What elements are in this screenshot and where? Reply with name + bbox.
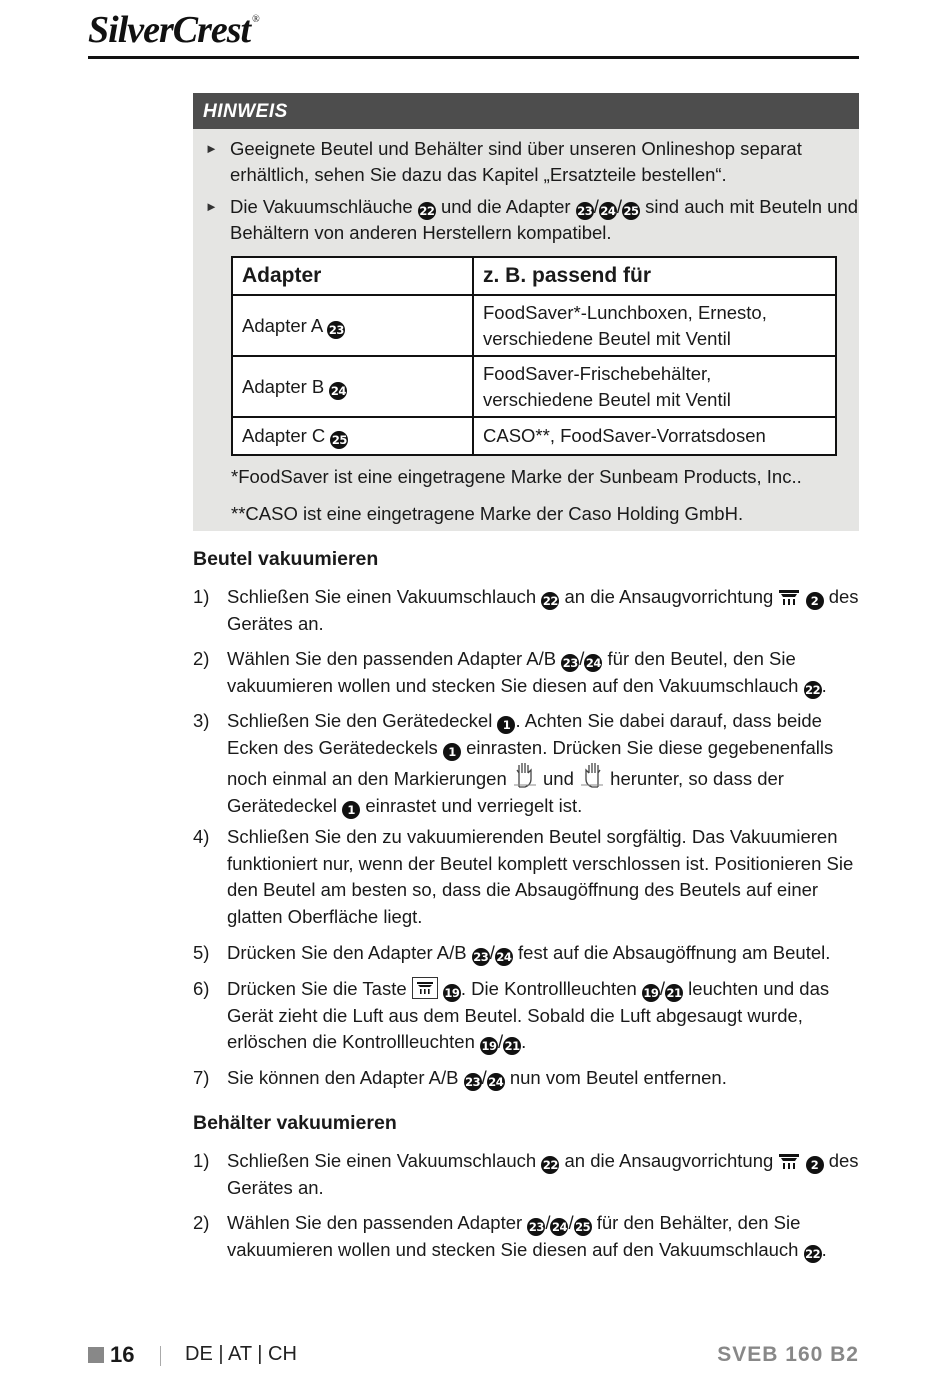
table-cell-adapter: Adapter C 25 [232, 417, 473, 455]
vacuum-button-icon [412, 977, 438, 999]
table-cell-fits: FoodSaver*-Lunchboxen, Ernesto, verschiedene Beutel mit Ventil [473, 295, 836, 356]
table-cell-adapter: Adapter B 24 [232, 356, 473, 417]
brand-logo: SilverCrest ® [88, 9, 259, 51]
note-bullet-text: Geeignete Beutel und Behälter sind über unseren Onlineshop separat erhältlich, sehen Sie dazu das Kapitel „Ersatzteile bestellen“. [230, 138, 802, 185]
footnote: **CASO ist eine eingetragene Marke der Caso Holding GmbH. [231, 503, 744, 524]
table-row [232, 295, 836, 356]
section-heading: Behälter vakuumieren [193, 1112, 397, 1134]
table-header-adapter: Adapter [232, 257, 473, 295]
adapter-table [231, 256, 837, 456]
note-title: HINWEIS [193, 93, 859, 129]
table-cell-fits: CASO**, FoodSaver-Vorratsdosen [473, 417, 836, 455]
section-heading: Beutel vakuumieren [193, 548, 379, 570]
footer-square-icon [88, 1347, 104, 1363]
header-rule [88, 56, 859, 59]
vacuum-port-icon [778, 1151, 800, 1171]
bullet-arrow-icon: ► [205, 141, 218, 156]
hand-marking-icon [512, 761, 538, 789]
table-cell-fits: FoodSaver-Frischebehälter, verschiedene Beutel mit Ventil [473, 356, 836, 417]
table-header-fits: z. B. passend für [473, 257, 836, 295]
hand-marking-icon [579, 761, 605, 789]
note-bullet-text: Die Vakuumschläuche 22 und die Adapter 23/24/25 sind auch mit Beuteln und Behältern von anderen Herstellern kompatibel. [230, 196, 859, 243]
table-cell-adapter: Adapter A 23 [232, 295, 473, 356]
table-row [232, 356, 836, 417]
divider [160, 1346, 161, 1366]
page-footer [88, 1340, 859, 1372]
bullet-arrow-icon: ► [205, 199, 218, 214]
page-number: 16 [110, 1342, 135, 1367]
model-number: SVEB 160 B2 [717, 1343, 859, 1366]
footnote: *FoodSaver ist eine eingetragene Marke der Sunbeam Products, Inc.. [231, 466, 802, 487]
language-codes: DE | AT | CH [185, 1343, 297, 1365]
note-box [193, 93, 859, 531]
table-row [232, 417, 836, 455]
vacuum-port-icon [778, 587, 800, 607]
